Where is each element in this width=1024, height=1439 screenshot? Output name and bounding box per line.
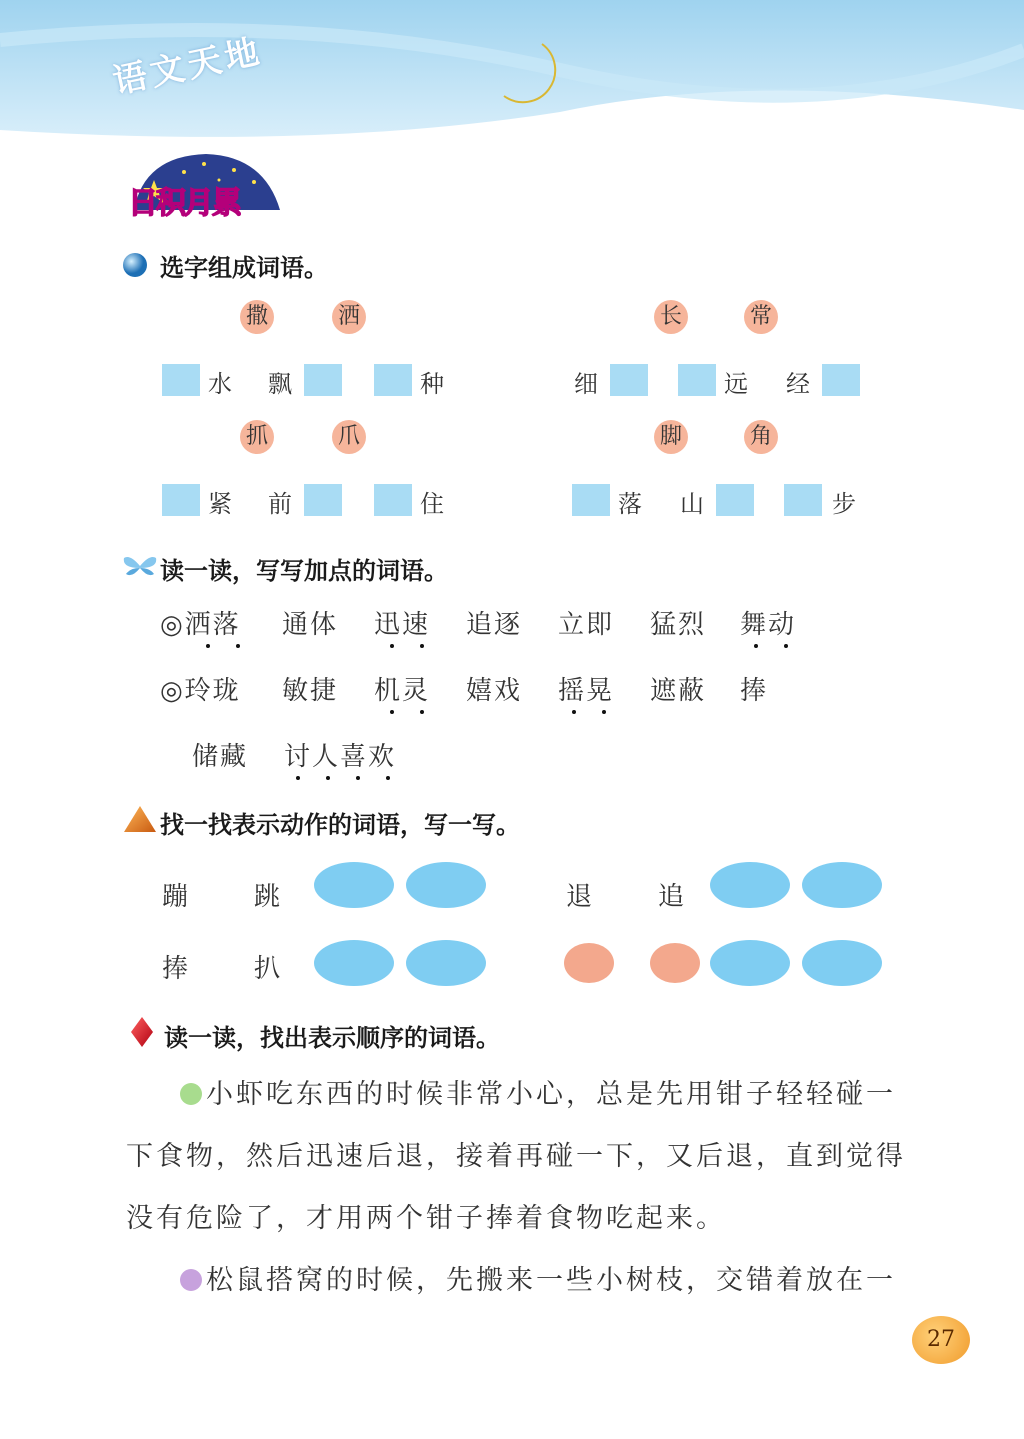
emphasis-dot (784, 644, 788, 648)
word-item: 立即 (558, 610, 615, 640)
answer-box[interactable] (162, 364, 200, 396)
blue-sphere-icon (122, 252, 148, 278)
word-item: 讨人喜欢 (284, 742, 397, 772)
word-char: 前 (268, 490, 292, 518)
word-char: 步 (832, 490, 856, 518)
answer-oval[interactable] (710, 940, 790, 986)
answer-oval-salmon[interactable] (564, 943, 614, 983)
paragraph-line (180, 1258, 896, 1297)
option-char: 爪 (332, 420, 366, 454)
answer-box[interactable] (610, 364, 648, 396)
section2-heading: 读一读，写写加点的词语。 (160, 557, 448, 585)
word-item: ◎玲珑 (160, 676, 241, 706)
answer-oval-salmon[interactable] (650, 943, 700, 983)
word-item: 嬉戏 (466, 676, 523, 706)
word-item: 追逐 (466, 610, 523, 640)
word-char: 水 (208, 370, 232, 398)
answer-oval[interactable] (314, 940, 394, 986)
emphasis-dot (326, 776, 330, 780)
option-char: 角 (744, 420, 778, 454)
section4-heading: 读一读，找出表示顺序的词语。 (164, 1024, 500, 1052)
word-item: 遮蔽 (650, 676, 707, 706)
paragraph-text: 松鼠搭窝的时候，先搬来一些小树枝，交错着放在一 (206, 1265, 896, 1296)
diamond-icon (130, 1016, 154, 1048)
action-char: 追 (658, 882, 685, 912)
butterfly-icon (122, 554, 158, 578)
word-item: 摇晃 (558, 676, 615, 706)
word-item: 捧 (740, 676, 769, 706)
triangle-icon (122, 804, 158, 834)
answer-box[interactable] (822, 364, 860, 396)
word-char: 远 (724, 370, 748, 398)
answer-box[interactable] (374, 484, 412, 516)
word-item: 迅速 (374, 610, 431, 640)
word-item: 敏捷 (282, 676, 339, 706)
option-char: 抓 (240, 420, 274, 454)
word-item: 储藏 (192, 742, 249, 772)
answer-oval[interactable] (314, 862, 394, 908)
answer-oval[interactable] (406, 862, 486, 908)
word-char: 山 (680, 490, 704, 518)
action-char: 退 (566, 882, 593, 912)
answer-oval[interactable] (802, 862, 882, 908)
word-char: 落 (618, 490, 642, 518)
section1-heading: 选字组成词语。 (160, 254, 328, 282)
answer-oval[interactable] (710, 862, 790, 908)
header-title: 语文天地 (109, 31, 267, 103)
emphasis-dot (572, 710, 576, 714)
paragraph-line: 没有危险了，才用两个钳子捧着食物吃起来。 (126, 1203, 726, 1234)
option-char: 常 (744, 300, 778, 334)
badge-title: 日积月累 (128, 186, 240, 221)
emphasis-dot (602, 710, 606, 714)
word-char: 经 (786, 370, 810, 398)
moon-icon (498, 38, 578, 118)
emphasis-dot (356, 776, 360, 780)
emphasis-dot (390, 710, 394, 714)
purple-dot-icon (180, 1269, 202, 1291)
word-item: ◎洒落 (160, 610, 241, 640)
paragraph-line (180, 1072, 896, 1111)
option-char: 脚 (654, 420, 688, 454)
answer-box[interactable] (572, 484, 610, 516)
emphasis-dot (236, 644, 240, 648)
action-char: 跳 (254, 882, 281, 912)
word-item: 机灵 (374, 676, 431, 706)
answer-box[interactable] (304, 484, 342, 516)
action-char: 捧 (162, 954, 189, 984)
emphasis-dot (390, 644, 394, 648)
word-item: 猛烈 (650, 610, 707, 640)
answer-box[interactable] (374, 364, 412, 396)
answer-box[interactable] (162, 484, 200, 516)
paragraph-line: 下食物，然后迅速后退，接着再碰一下，又后退，直到觉得 (126, 1141, 906, 1172)
emphasis-dot (420, 710, 424, 714)
green-dot-icon (180, 1083, 202, 1105)
action-char: 扒 (254, 954, 281, 984)
section3-heading: 找一找表示动作的词语，写一写。 (160, 811, 520, 839)
word-item: 通体 (282, 610, 339, 640)
page-number: 27 (912, 1316, 970, 1364)
option-char: 撒 (240, 300, 274, 334)
emphasis-dot (296, 776, 300, 780)
answer-box[interactable] (716, 484, 754, 516)
answer-box[interactable] (304, 364, 342, 396)
answer-oval[interactable] (802, 940, 882, 986)
answer-oval[interactable] (406, 940, 486, 986)
word-char: 种 (420, 370, 444, 398)
emphasis-dot (386, 776, 390, 780)
option-char: 长 (654, 300, 688, 334)
word-char: 紧 (208, 490, 232, 518)
answer-box[interactable] (784, 484, 822, 516)
paragraph-text: 小虾吃东西的时候非常小心，总是先用钳子轻轻碰一 (206, 1079, 896, 1110)
action-char: 蹦 (162, 882, 189, 912)
answer-box[interactable] (678, 364, 716, 396)
emphasis-dot (206, 644, 210, 648)
emphasis-dot (420, 644, 424, 648)
option-char: 洒 (332, 300, 366, 334)
word-char: 住 (420, 490, 444, 518)
word-char: 飘 (268, 370, 292, 398)
word-item: 舞动 (740, 610, 797, 640)
word-char: 细 (574, 370, 598, 398)
emphasis-dot (754, 644, 758, 648)
